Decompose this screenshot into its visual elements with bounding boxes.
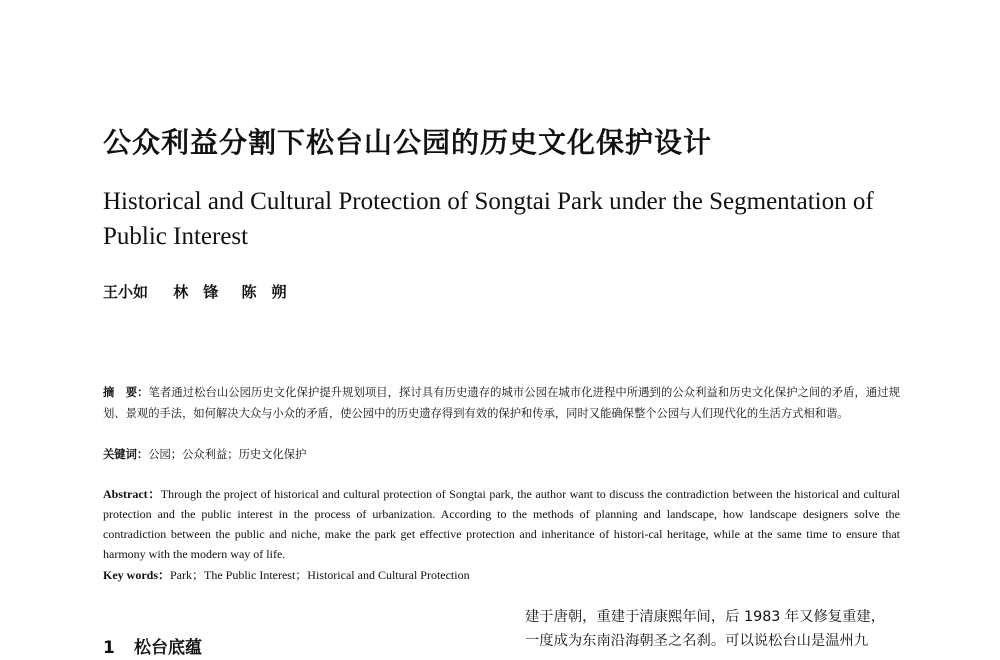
body-text-line: 一度成为东南沿海朝圣之名刹。可以说松台山是温州九: [525, 633, 869, 649]
section-title: 松台底蕴: [134, 638, 202, 658]
abstract-english-text: Through the project of historical and cultural protection of Songtai park, the author want to discuss the contradiction between the historical and cultural protection and the public interest in the process of urbanization. According to the methods of planning and landscape, how landscape designers solve the contradiction between the public and niche, make the park get effective protection and inheritance of histori-cal heritage, while at the same time to ensure that harmony with the modern way of life.: [103, 487, 901, 561]
author-name: 林 锋: [173, 283, 219, 301]
abstract-chinese: [103, 382, 900, 424]
abstract-english-label: Abstract：: [103, 487, 161, 501]
abstract-english: [103, 484, 900, 564]
body-text-right-column: [525, 605, 900, 653]
keywords-chinese: [103, 445, 306, 465]
abstract-chinese-label: 摘 要：: [103, 386, 149, 399]
section-number: 1: [103, 638, 115, 658]
paper-title-chinese: 公众利益分割下松台山公园的历史文化保护设计: [103, 126, 713, 159]
body-text-line: 建于唐朝，重建于清康熙年间，后 1983 年又修复重建，: [525, 609, 886, 625]
author-name: 陈 朔: [241, 283, 287, 301]
author-name: 王小如: [103, 283, 149, 301]
author-list: [103, 281, 305, 302]
keywords-chinese-text: 公园；公众利益；历史文化保护: [148, 448, 307, 461]
keywords-english-label: Key words：: [103, 568, 170, 582]
keywords-english-text: Park；The Public Interest；Historical and Cultural Protection: [170, 568, 470, 582]
abstract-chinese-text: 笔者通过松台山公园历史文化保护提升规划项目，探讨具有历史遗存的城市公园在城市化进程中所遇到的公众利益和历史文化保护之间的矛盾，通过规划、景观的手法，如何解决大众与小众的矛盾，使公园中的历史遗存得到有效的保护和传承，同时又能确保整个公园与人们现代化的生活方式相和谐。: [103, 386, 900, 420]
section-heading: [103, 633, 202, 658]
keywords-chinese-label: 关键词：: [103, 448, 149, 461]
keywords-english: [103, 565, 470, 585]
paper-title-english: Historical and Cultural Protection of Songtai Park under the Segmentation of Public Interest: [103, 188, 874, 250]
